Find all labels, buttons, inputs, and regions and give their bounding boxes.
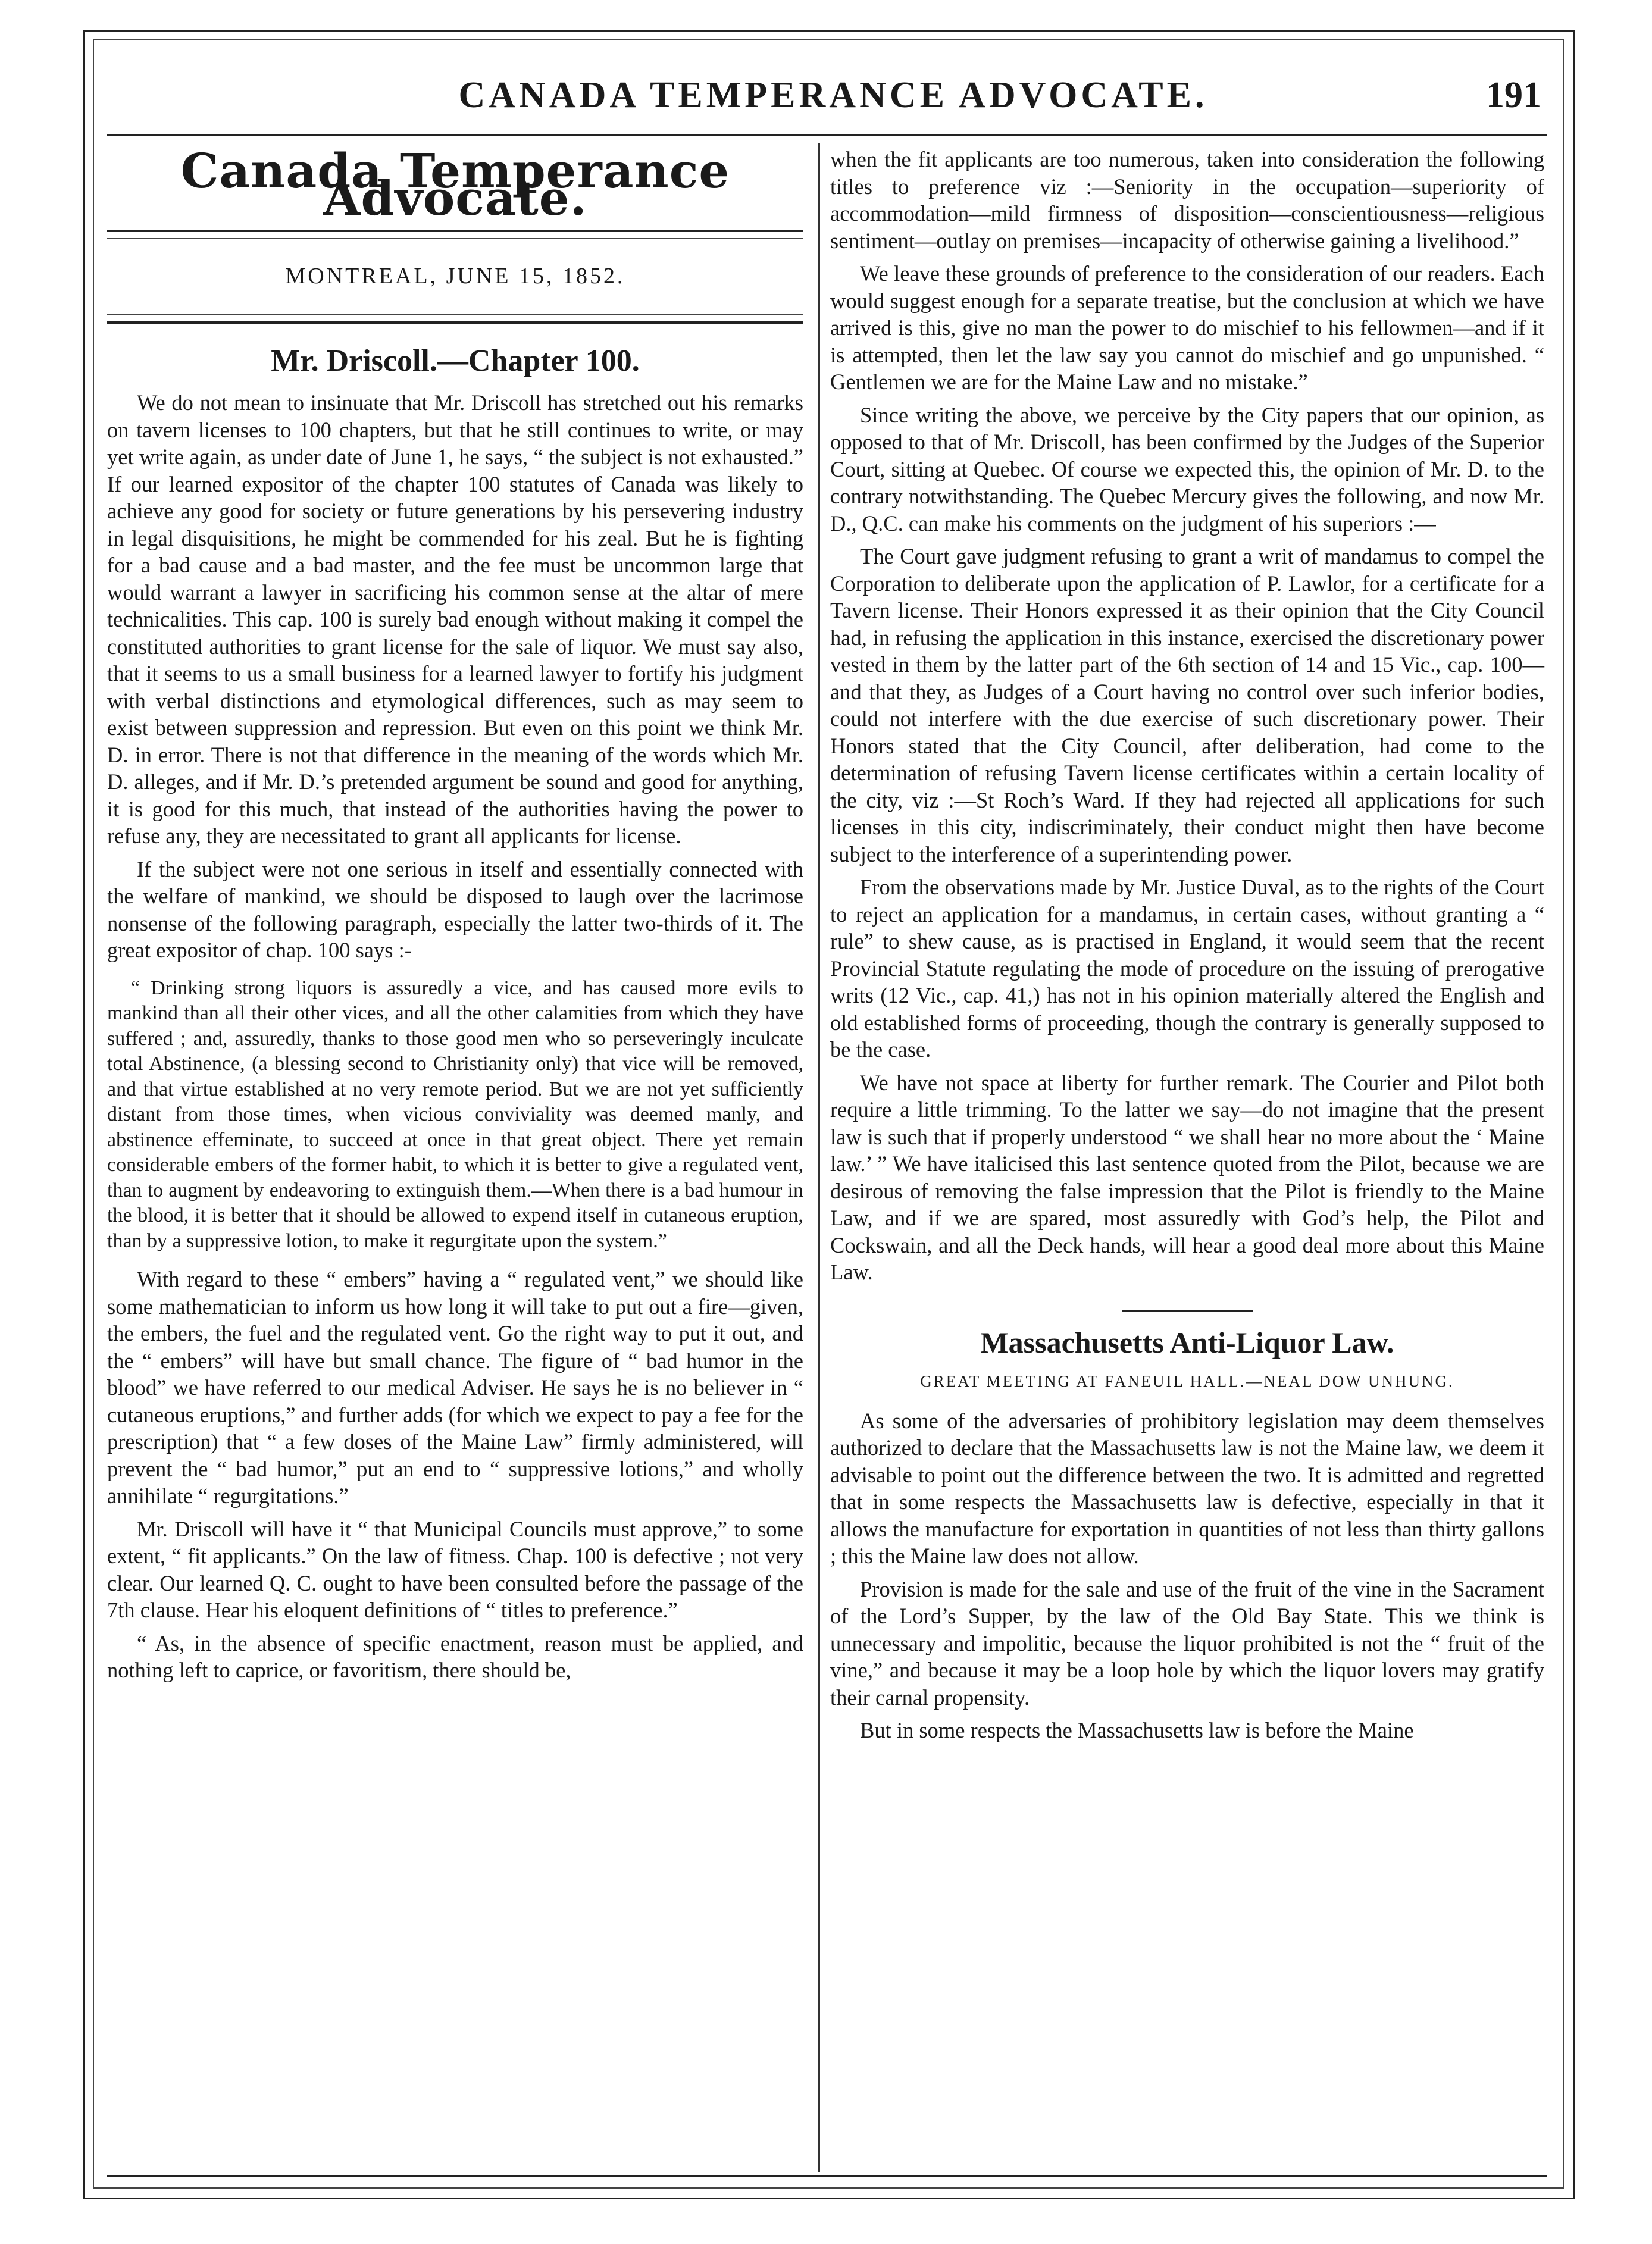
column-divider [818, 143, 820, 2172]
paragraph: We have not space at liberty for further remark. The Courier and Pilot both require a little trimming. To the latter we say—do not imagine that the present law is such that if properly understood “ we shall hear no more about the ‘ Maine law.’ ” We have italicised this last sentence quoted from the Pilot, because we are desirous of removing the false impression that the Pilot is friendly to the Maine Law, and if we are spared, most assuredly with God’s help, the Pilot and Cockswain, and all the Deck hands, will hear a good deal more about this Maine Law. [830, 1070, 1544, 1284]
page-number: 191 [1486, 75, 1541, 115]
left-column [107, 143, 803, 1690]
paragraph: Provision is made for the sale and use of the fruit of the vine in the Sacrament of the Lord’s Supper, by the law of the Old Bay State. This we think is unnecessary and impolitic, because the liquor prohibited is not the “ fruit of the vine,” and because it may be a loop hole by which the liquor lovers may gratify their carnal propensity. [830, 1576, 1544, 1710]
masthead-rule-thin [107, 238, 803, 239]
paragraph: From the observations made by Mr. Justice Duval, as to the rights of the Court to reject an application for a mandamus, in certain cases, without granting a “ rule” to shew cause, as is practised in England, it would seem that the recent Provincial Statute regulating the mode of procedure on the issuing of prerogative writs (12 Vic., cap. 41,) has not in his opinion materially altered the English and old established forms of proceeding, though the contrary is generally supposed to be the case. [830, 875, 1544, 1062]
paragraph: But in some respects the Massachusetts law is before the Maine [860, 1718, 1414, 1742]
masthead-rule [107, 230, 803, 232]
header-rule [107, 134, 1547, 136]
paragraph: We leave these grounds of preference to the consideration of our readers. Each would suggest enough for a separate treatise, but the conclusion at which we have arrived is this, give no man the power to do mischief to his fellowmen—and if it is attempted, then let the law say you cannot do mischief and go unpunished. “ Gentlemen we are for the Maine Law and no mistake.” [830, 261, 1544, 394]
paragraph: Since writing the above, we perceive by the City papers that our opinion, as opposed to that of Mr. Driscoll, has been confirmed by the Judges of the Superior Court, sitting at Quebec. Of course we expected this, the opinion of Mr. D. to the contrary notwithstanding. The Quebec Mercury gives the following, and now Mr. D., Q.C. can make his comments on the judgment of his superiors :— [830, 402, 1544, 536]
masthead: Canada Temperance Advocate. [180, 143, 730, 226]
right-column [830, 146, 1544, 1750]
running-head [107, 62, 1559, 128]
paragraph: As some of the adversaries of prohibitory legislation may deem themselves authorized to declare that the Massachusetts law is not the Maine law, we deem it advisable to point out the difference between the two. It is admitted and regretted that in some respects the Massachusetts law is defective, especially in that it allows the manufacture for exportation in quantities of not less than thirty gallons ; this the Maine law does not allow. [830, 1408, 1544, 1568]
footer-rule [107, 2175, 1547, 2177]
paragraph: With regard to these “ embers” having a “ regulated vent,” we should like some mathematician to inform us how long it will take to put out a fire—given, the embers, the fuel and the regulated vent. Go the right way to put it out, and the “ embers” will have but small chance. The figure of “ bad humor in the blood” we have referred to our medical Adviser. He says he is no believer in “ cutaneous eruptions,” and further adds (for which we expect to pay a fee for the prescription) that “ a few doses of the Maine Law” firmly administered, will prevent the “ bad humor,” put an end to “ suppressive lotions,” and wholly annihilate “ regurgitations.” [107, 1267, 803, 1508]
paragraph: We do not mean to insinuate that Mr. Driscoll has stretched out his remarks on tavern licenses to 100 chapters, but that he still continues to write, or may yet write again, as under date of June 1, he says, “ the subject is not exhausted.” If our learned expositor of the chapter 100 statutes of Canada was likely to achieve any good for society or future generations by his persevering industry in legal disquisitions, he might be commended for his zeal. But he is fighting for a bad cause and a bad master, and the fee must be uncommon large that would warrant a lawyer in sacrificing his common sense at the altar of mere technicalities. This cap. 100 is surely bad enough without making it compel the constituted authorities to grant license for the sale of liquor. We must say also, that it seems to us a small business for a learned lawyer to fortify his judgment with verbal distinctions and etymological differences, such as may seem to exist between suppression and repression. But even on this point we think Mr. D. in error. There is not that difference in the meaning of the words which Mr. D. alleges, and if Mr. D.’s pretended argument be sound and good for anything, it is good for this much, that instead of the authorities having the power to refuse any, they are necessitated to grant all applicants for license. [107, 390, 803, 848]
section-rule [1122, 1310, 1253, 1312]
quote-text: “ Drinking strong liquors is assuredly a vice, and has caused more evils to mankind than all their other vices, and all the other calamities from which they have suffered ; and, assuredly, thanks to those good men who so perseveringly inculcate total Abstinence, (a blessing second to Christianity only) that vice will be removed, and that virtue established at no very remote period. But we are not yet sufficiently distant from those times, when vicious conviviality was deemed manly, and abstinence effeminate, to succeed at once in that great object. There yet remain considerable embers of the former habit, to which it is better to give a regulated vent, than to augment by endeavoring to extinguish them.—When there is a bad humour in the blood, it is better that it should be allowed to expend itself in cutaneous eruption, than by a suppressive lotion, to make it regurgitate upon the system.” [107, 977, 803, 1252]
article-title-2: Massachusetts Anti-Liquor Law. [980, 1325, 1394, 1359]
article-title: Mr. Driscoll.—Chapter 100. [271, 343, 640, 378]
dateline: MONTREAL, JUNE 15, 1852. [285, 264, 625, 289]
paragraph: Mr. Driscoll will have it “ that Municipal Councils must approve,” to some extent, “ fit applicants.” On the law of fitness. Chap. 100 is defective ; not very clear. Our learned Q. C. ought to have been consulted before the passage of the 7th clause. Hear his eloquent definitions of “ titles to preference.” [107, 1516, 803, 1622]
dateline-rule [107, 314, 803, 315]
running-title: CANADA TEMPERANCE ADVOCATE. [458, 75, 1208, 115]
block-quote [107, 976, 803, 1254]
paragraph: If the subject were not one serious in itself and essentially connected with the welfare of mankind, we should be disposed to laugh over the lacrimose nonsense of the following paragraph, especially the latter two-thirds of it. The great expositor of chap. 100 says :- [107, 856, 803, 962]
paragraph: “ As, in the absence of specific enactment, reason must be applied, and nothing left to caprice, or favoritism, there should be, [107, 1630, 803, 1682]
paragraph: when the fit applicants are too numerous, taken into consideration the following titles to preference viz :—Seniority in the occupation—superiority of accommodation—mild firmness of disposition—conscientiousness—religious sentiment—outlay on premises—incapacity of otherwise gaining a livelihood.” [830, 147, 1544, 253]
article-subhead: GREAT MEETING AT FANEUIL HALL.—NEAL DOW UNHUNG. [920, 1372, 1454, 1390]
dateline-rule-thick [107, 321, 803, 324]
paragraph: The Court gave judgment refusing to grant a writ of mandamus to compel the Corporation to deliberate upon the application of P. Lawlor, for a certificate for a Tavern license. Their Honors expressed it as their opinion that the City Council had, in refusing the application in this instance, exercised the discretionary power vested in them by the latter part of the 6th section of 14 and 15 Vic., cap. 100—and that they, as Judges of a Court having no control over such inferior bodies, could not interfere with the due exercise of such discretionary power. Their Honors stated that the City Council, after deliberation, had come to the determination of refusing Tavern license certificates within a certain locality of the city, viz :—St Roch’s Ward. If they had rejected all applications for such licenses in this city, indiscriminately, their conduct might then have become subject to the interference of a superintending power. [830, 544, 1544, 866]
